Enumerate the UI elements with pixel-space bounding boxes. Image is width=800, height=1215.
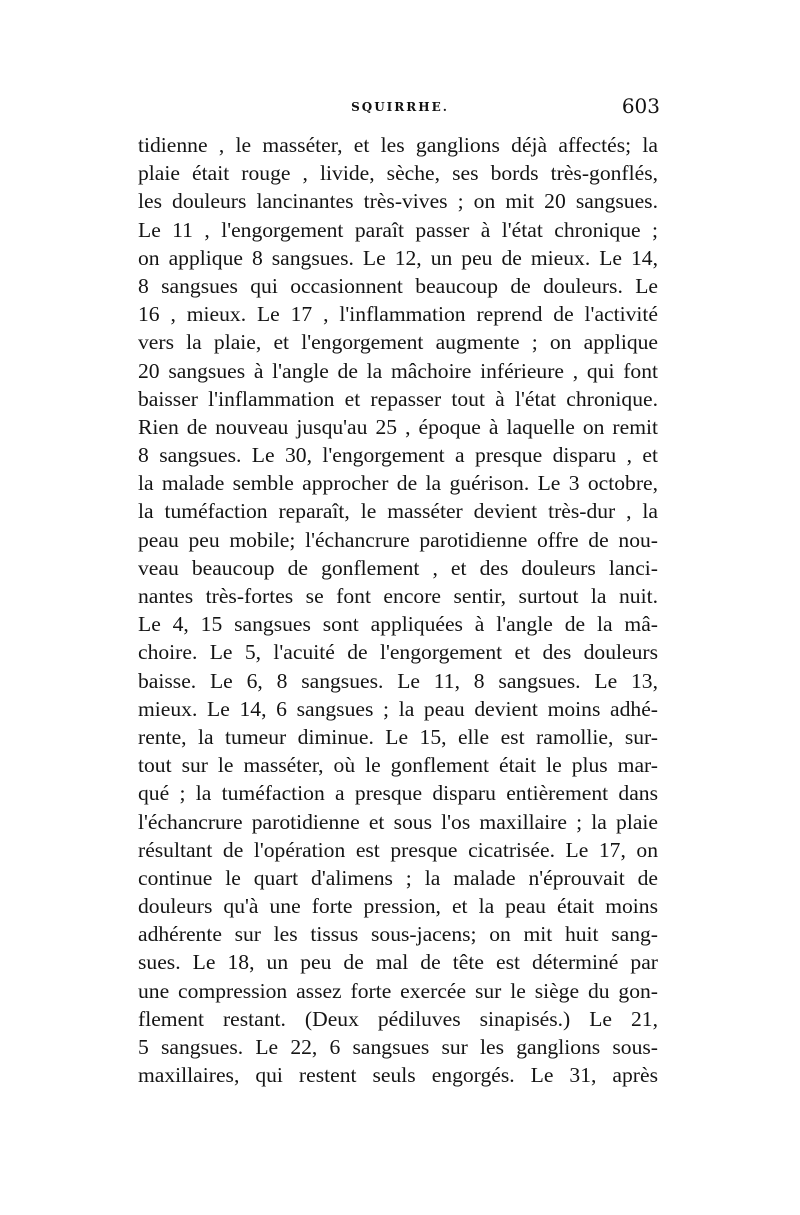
text-line: une compression assez forte exercée sur le siège du gon-: [138, 978, 658, 1003]
text-line: maxillaires, qui restent seuls engorgés. Le 31, après: [138, 1063, 658, 1088]
text-line: Rien de nouveau jusqu'au 25 , époque à laquelle on remit: [138, 414, 658, 439]
text-line: qué ; la tuméfaction a presque disparu entièrement dans: [138, 781, 658, 806]
text-line: résultant de l'opération est presque cicatrisée. Le 17, on: [138, 837, 658, 862]
text-line: baisse. Le 6, 8 sangsues. Le 11, 8 sangsues. Le 13,: [138, 668, 658, 693]
text-line: adhérente sur les tissus sous-jacens; on mit huit sang-: [138, 922, 658, 947]
text-line: continue le quart d'alimens ; la malade n'éprouvait de: [138, 865, 658, 890]
text-line: 20 sangsues à l'angle de la mâchoire inférieure , qui font: [138, 358, 658, 383]
text-line: la tuméfaction reparaît, le masséter devient très-dur , la: [138, 499, 658, 524]
text-line: plaie était rouge , livide, sèche, ses bords très-gonflés,: [138, 161, 658, 186]
text-line: Le 11 , l'engorgement paraît passer à l'état chronique ;: [138, 217, 658, 242]
text-line: rente, la tumeur diminue. Le 15, elle est ramollie, sur-: [138, 724, 658, 749]
running-head: SQUIRRHE.: [351, 100, 449, 114]
page-header: [138, 94, 662, 120]
text-line: baisser l'inflammation et repasser tout à l'état chronique.: [138, 386, 658, 411]
text-line: tidienne , le masséter, et les ganglions déjà affectés; la: [138, 133, 658, 157]
text-line: 5 sangsues. Le 22, 6 sangsues sur les ganglions sous-: [138, 1035, 658, 1059]
text-line: sues. Le 18, un peu de mal de tête est déterminé par: [138, 950, 658, 975]
text-line: veau beaucoup de gonflement , et des douleurs lanci-: [138, 555, 658, 580]
page-number: 603: [621, 94, 660, 118]
text-line: peau peu mobile; l'échancrure parotidienne offre de nou-: [138, 527, 658, 552]
text-line: nantes très-fortes se font encore sentir, surtout la nuit.: [138, 584, 658, 608]
text-line: les douleurs lancinantes très-vives ; on mit 20 sangsues.: [138, 189, 658, 214]
text-line: mieux. Le 14, 6 sangsues ; la peau devient moins adhé-: [138, 696, 658, 721]
text-line: tout sur le masséter, où le gonflement était le plus mar-: [138, 753, 658, 778]
body-text: [138, 131, 658, 1089]
text-line: l'échancrure parotidienne et sous l'os maxillaire ; la plaie: [138, 809, 658, 834]
text-line: 8 sangsues qui occasionnent beaucoup de douleurs. Le: [138, 273, 658, 298]
text-line: 16 , mieux. Le 17 , l'inflammation reprend de l'activité: [138, 302, 658, 327]
text-line: choire. Le 5, l'acuité de l'engorgement et des douleurs: [138, 640, 658, 665]
text-line: on applique 8 sangsues. Le 12, un peu de mieux. Le 14,: [138, 245, 658, 270]
text-line: 8 sangsues. Le 30, l'engorgement a presque disparu , et: [138, 443, 658, 468]
text-line: flement restant. (Deux pédiluves sinapisés.) Le 21,: [138, 1006, 658, 1031]
text-line: douleurs qu'à une forte pression, et la peau était moins: [138, 894, 658, 919]
text-line: Le 4, 15 sangsues sont appliquées à l'angle de la mâ-: [138, 612, 658, 637]
text-line: la malade semble approcher de la guérison. Le 3 octobre,: [138, 471, 658, 496]
text-line: vers la plaie, et l'engorgement augmente ; on applique: [138, 330, 658, 355]
